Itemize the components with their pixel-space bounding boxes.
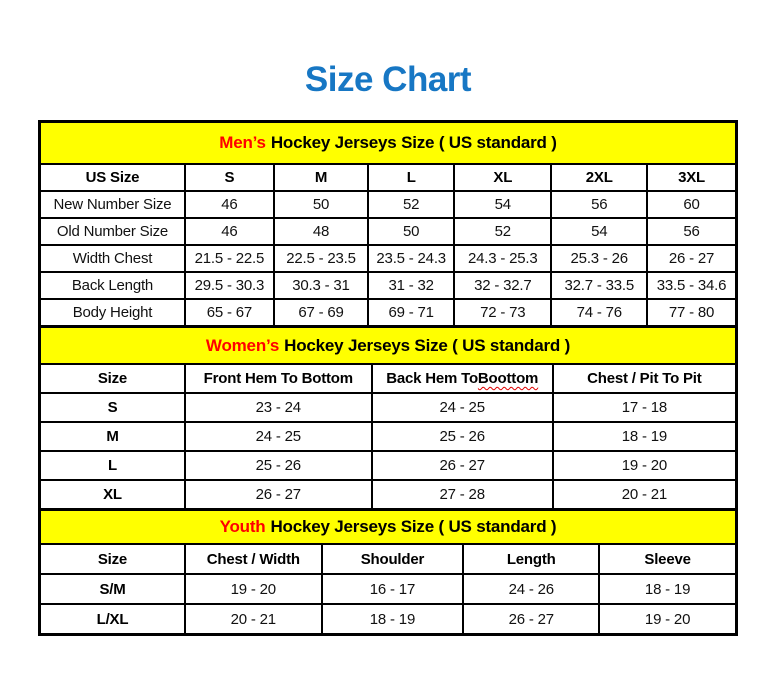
table-cell: 18 - 19: [552, 423, 735, 450]
table-cell: 50: [273, 192, 367, 217]
row-label: S/M: [99, 580, 126, 598]
table-cell: 25 - 26: [371, 423, 552, 450]
column-header: XL: [453, 165, 550, 190]
table-cell: 20 - 21: [184, 605, 321, 633]
column-header: Back Hem To Boottom: [371, 365, 552, 392]
column-header: L: [367, 165, 453, 190]
row-label: Old Number Size: [56, 223, 169, 240]
row-label: Body Height: [72, 304, 153, 321]
row-label: L: [107, 457, 117, 474]
row-label: L/XL: [96, 610, 129, 628]
table-cell: 24.3 - 25.3: [453, 246, 550, 271]
table-cell: 46: [184, 219, 273, 244]
table-row: [41, 190, 735, 217]
table-cell: 46: [184, 192, 273, 217]
row-label: M: [106, 428, 119, 445]
table-cell: 26 - 27: [646, 246, 735, 271]
table-row: [41, 298, 735, 325]
table-cell: 56: [646, 219, 735, 244]
column-header: Shoulder: [321, 545, 463, 573]
youth-table-rows: [41, 545, 735, 633]
table-cell: 23 - 24: [184, 394, 371, 421]
table-cell: 74 - 76: [550, 300, 646, 325]
table-cell: 48: [273, 219, 367, 244]
table-cell: 20 - 21: [552, 481, 735, 508]
band-text: Hockey Jerseys Size ( US standard ): [270, 517, 557, 536]
table-cell: 32 - 32.7: [453, 273, 550, 298]
table-cell: 18 - 19: [321, 605, 463, 633]
table-row: [41, 217, 735, 244]
table-cell: 50: [367, 219, 453, 244]
size-chart-table: [38, 120, 738, 636]
youth-size-table: [41, 508, 735, 633]
table-cell: 29.5 - 30.3: [184, 273, 273, 298]
column-header: Sleeve: [598, 545, 735, 573]
column-header: M: [273, 165, 367, 190]
table-cell: 26 - 27: [462, 605, 598, 633]
band-text: Hockey Jerseys Size ( US standard ): [284, 335, 571, 355]
table-row: [41, 244, 735, 271]
table-cell: 19 - 20: [184, 575, 321, 603]
column-header: Front Hem To Bottom: [184, 365, 371, 392]
table-cell: 31 - 32: [367, 273, 453, 298]
table-row: [41, 450, 735, 479]
table-row: [41, 603, 735, 633]
row-label: XL: [103, 486, 122, 503]
table-cell: 19 - 20: [552, 452, 735, 479]
table-cell: 26 - 27: [371, 452, 552, 479]
column-header: 3XL: [646, 165, 735, 190]
column-header: US Size: [85, 169, 140, 186]
table-cell: 56: [550, 192, 646, 217]
table-cell: 16 - 17: [321, 575, 463, 603]
column-header: Length: [462, 545, 598, 573]
mens-table-rows: [41, 165, 735, 325]
band-highlight: Women’s: [205, 335, 280, 355]
table-cell: 30.3 - 31: [273, 273, 367, 298]
table-cell: 54: [550, 219, 646, 244]
band-highlight: Men’s: [219, 133, 266, 152]
table-cell: 21.5 - 22.5: [184, 246, 273, 271]
table-cell: 72 - 73: [453, 300, 550, 325]
table-row: [41, 573, 735, 603]
table-cell: 27 - 28: [371, 481, 552, 508]
misspelled-word: Boottom: [477, 370, 539, 387]
column-header: Chest / Width: [184, 545, 321, 573]
column-header: Size: [97, 550, 128, 568]
table-cell: 54: [453, 192, 550, 217]
table-cell: 23.5 - 24.3: [367, 246, 453, 271]
table-cell: 60: [646, 192, 735, 217]
row-label: Back Length: [71, 277, 154, 294]
table-cell: 22.5 - 23.5: [273, 246, 367, 271]
womens-table-rows: [41, 365, 735, 508]
table-cell: 69 - 71: [367, 300, 453, 325]
header-row: [41, 545, 735, 573]
table-cell: 67 - 69: [273, 300, 367, 325]
table-row: [41, 271, 735, 298]
youth-table-band: [41, 511, 735, 545]
column-header: 2XL: [550, 165, 646, 190]
table-cell: 25.3 - 26: [550, 246, 646, 271]
table-cell: 24 - 26: [462, 575, 598, 603]
table-cell: 17 - 18: [552, 394, 735, 421]
table-cell: 25 - 26: [184, 452, 371, 479]
table-row: [41, 479, 735, 508]
table-cell: 65 - 67: [184, 300, 273, 325]
mens-size-table: [41, 123, 735, 325]
page-title: Size Chart: [304, 60, 472, 99]
table-cell: 24 - 25: [184, 423, 371, 450]
mens-table-band: [41, 123, 735, 165]
table-cell: 19 - 20: [598, 605, 735, 633]
row-label: New Number Size: [53, 196, 172, 213]
band-text: Hockey Jerseys Size ( US standard ): [270, 133, 557, 152]
band-highlight: Youth: [219, 517, 266, 536]
womens-table-band: [41, 328, 735, 365]
table-cell: 24 - 25: [371, 394, 552, 421]
table-cell: 26 - 27: [184, 481, 371, 508]
table-cell: 18 - 19: [598, 575, 735, 603]
table-cell: 33.5 - 34.6: [646, 273, 735, 298]
womens-size-table: [41, 325, 735, 508]
table-cell: 52: [453, 219, 550, 244]
table-row: [41, 421, 735, 450]
table-row: [41, 392, 735, 421]
table-cell: 77 - 80: [646, 300, 735, 325]
row-label: Width Chest: [72, 250, 153, 267]
column-header: Size: [97, 370, 128, 387]
table-cell: 52: [367, 192, 453, 217]
column-header: Chest / Pit To Pit: [552, 365, 735, 392]
column-header: S: [184, 165, 273, 190]
table-cell: 32.7 - 33.5: [550, 273, 646, 298]
header-row: [41, 365, 735, 392]
header-row: [41, 165, 735, 190]
row-label: S: [107, 399, 118, 416]
